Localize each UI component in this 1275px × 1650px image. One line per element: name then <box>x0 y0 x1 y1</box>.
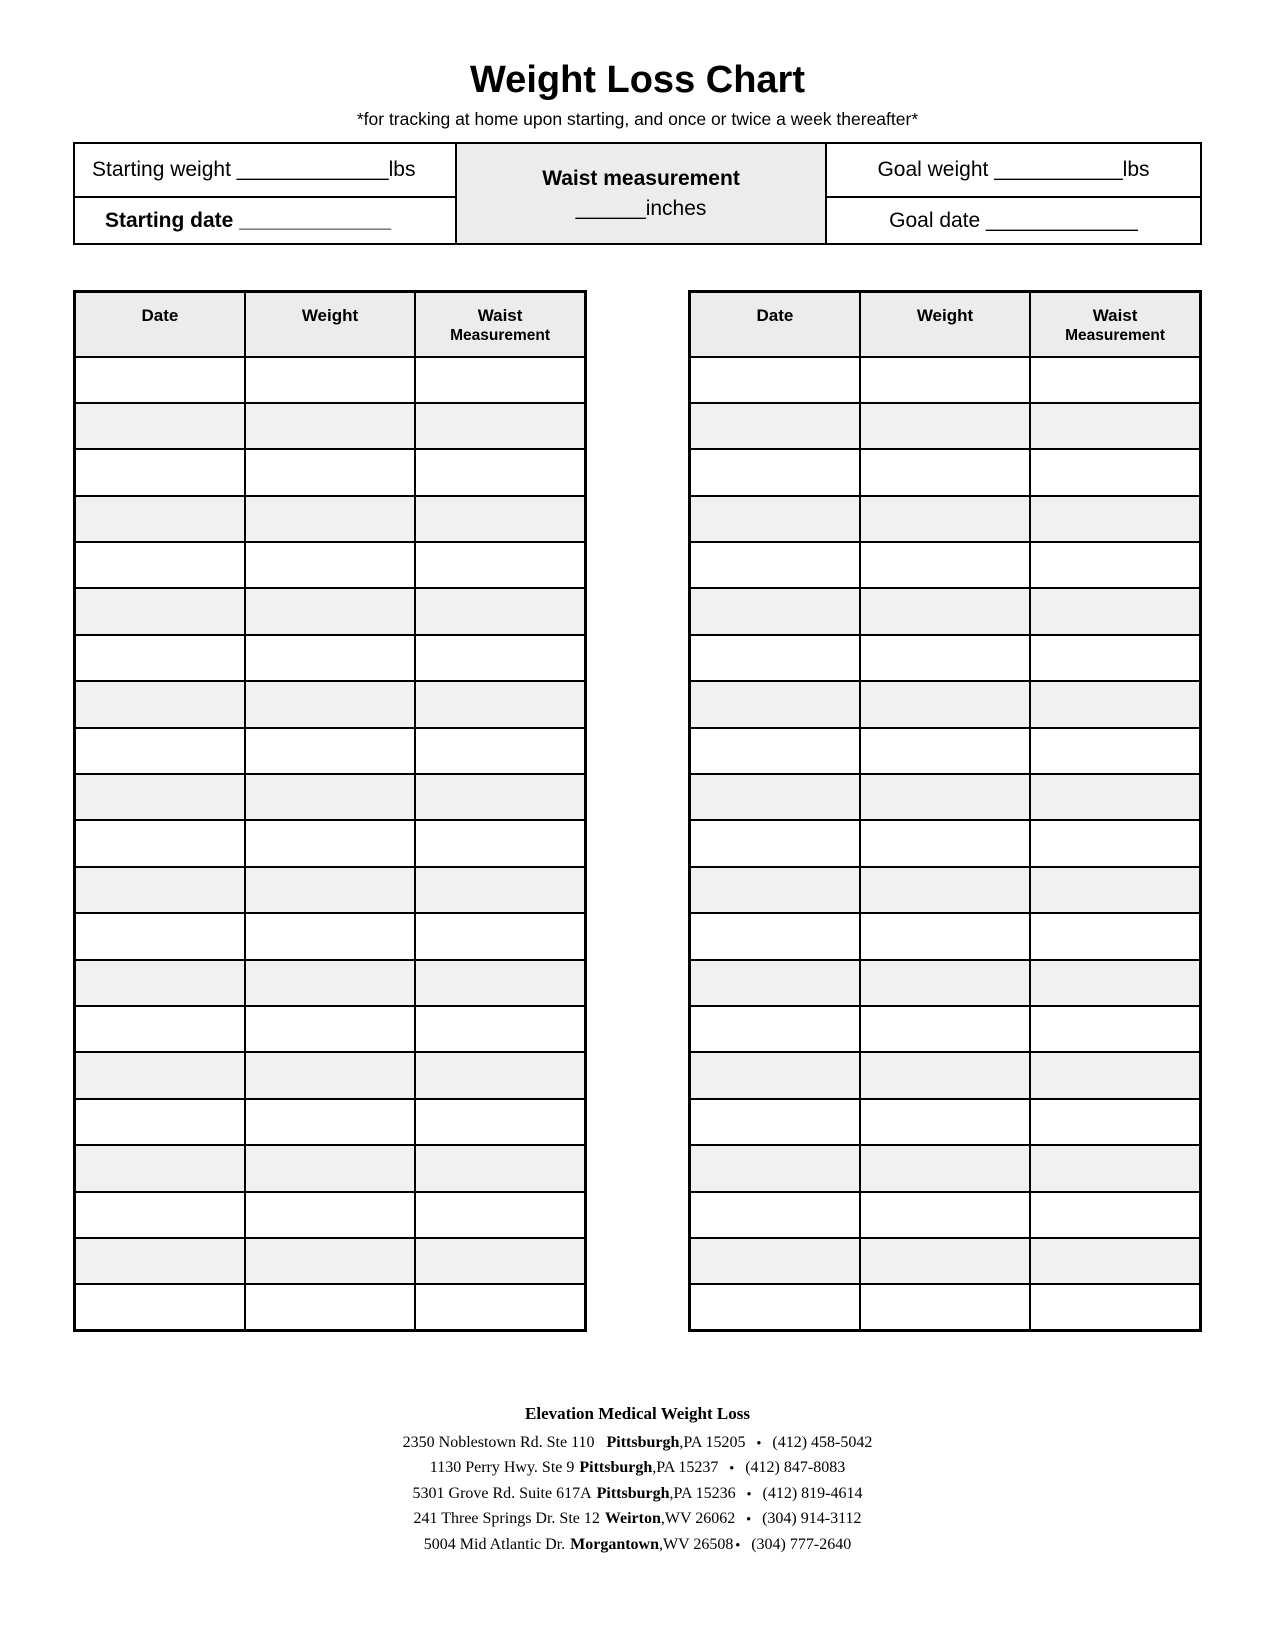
log-table-cell-weight <box>860 728 1030 774</box>
log-table-cell-weight <box>245 1284 415 1330</box>
summary-box <box>73 142 1202 245</box>
log-table-cell-weight <box>245 960 415 1006</box>
log-table-cell-waist <box>415 774 585 820</box>
log-table-cell-date <box>690 1145 860 1191</box>
log-table-cell-date <box>690 357 860 403</box>
location-city: Morgantown <box>570 1535 659 1553</box>
log-table-row <box>75 449 586 495</box>
location-phone: (304) 914-3112 <box>762 1510 862 1528</box>
bullet-separator-icon: ● <box>756 1438 762 1447</box>
starting-section <box>75 144 457 243</box>
log-table-cell-date <box>75 1006 245 1052</box>
log-table-cell-date <box>75 1145 245 1191</box>
starting-date-blank: _____________ <box>239 208 392 232</box>
location-line <box>0 1506 1275 1531</box>
log-table-cell-weight <box>245 588 415 634</box>
log-table-cell-waist <box>1030 1052 1200 1098</box>
location-phone: (412) 458-5042 <box>772 1434 873 1451</box>
goal-date-blank: _____________ <box>986 208 1138 232</box>
location-phone: (412) 819-4614 <box>762 1484 863 1502</box>
log-table-cell-waist <box>1030 635 1200 681</box>
log-table-cell-date <box>75 774 245 820</box>
log-table-cell-weight <box>245 635 415 681</box>
log-table-row <box>690 1238 1201 1284</box>
log-table-cell-weight <box>860 588 1030 634</box>
log-table-cell-weight <box>860 867 1030 913</box>
log-table-row <box>75 496 586 542</box>
log-table-row <box>75 867 586 913</box>
log-table-cell-waist <box>415 1192 585 1238</box>
log-table-cell-date <box>75 681 245 727</box>
log-table-row <box>690 1192 1201 1238</box>
log-table-cell-waist <box>1030 728 1200 774</box>
goal-weight-unit: lbs <box>1122 158 1150 181</box>
log-table-cell-date <box>75 496 245 542</box>
log-table-cell-waist <box>415 496 585 542</box>
log-table-cell-weight <box>860 449 1030 495</box>
log-table-cell-date <box>690 774 860 820</box>
log-table-cell-weight <box>245 403 415 449</box>
log-table-cell-date <box>75 960 245 1006</box>
log-table-row <box>75 1238 586 1284</box>
log-table-cell-weight <box>245 728 415 774</box>
log-table-cell-waist <box>415 1284 585 1330</box>
log-table-cell-weight <box>860 1052 1030 1098</box>
log-table-cell-date <box>690 960 860 1006</box>
location-line <box>0 1481 1275 1506</box>
log-table-cell-date <box>75 1238 245 1284</box>
location-line <box>0 1430 1275 1455</box>
log-table-cell-waist <box>415 1052 585 1098</box>
log-table-cell-waist <box>415 1145 585 1191</box>
log-table-row <box>75 357 586 403</box>
starting-date-row <box>75 198 455 243</box>
log-table-cell-weight <box>245 357 415 403</box>
log-table-row <box>75 774 586 820</box>
log-table-cell-date <box>75 728 245 774</box>
log-table-row <box>690 1145 1201 1191</box>
goal-date-row <box>827 198 1200 243</box>
log-table-cell-weight <box>245 1099 415 1145</box>
goal-section <box>827 144 1200 243</box>
goal-weight-blank: ___________ <box>994 158 1123 181</box>
log-table-row <box>75 913 586 959</box>
log-table-cell-weight <box>245 913 415 959</box>
starting-weight-row <box>75 144 455 198</box>
log-table-cell-weight <box>245 774 415 820</box>
location-region: ,WV 26062 <box>660 1510 736 1528</box>
log-table-cell-date <box>75 913 245 959</box>
location-region: ,WV 26508 <box>659 1535 734 1553</box>
bullet-separator-icon: ● <box>746 1514 752 1524</box>
location-phone: (304) 777-2640 <box>751 1535 852 1553</box>
log-table-row <box>690 1099 1201 1145</box>
log-table-row <box>690 357 1201 403</box>
log-table-cell-weight <box>860 820 1030 866</box>
log-table-cell-date <box>690 728 860 774</box>
log-table-cell-weight <box>245 820 415 866</box>
log-table-cell-date <box>690 1099 860 1145</box>
log-table-cell-date <box>75 403 245 449</box>
log-table-cell-waist <box>415 403 585 449</box>
log-table-cell-date <box>75 635 245 681</box>
column-header-waist <box>1030 292 1200 357</box>
location-address: 5301 Grove Rd. Suite 617A <box>412 1484 592 1502</box>
log-table-row <box>690 403 1201 449</box>
log-table-cell-weight <box>860 681 1030 727</box>
log-table-row <box>75 1192 586 1238</box>
log-table-cell-weight <box>245 1145 415 1191</box>
starting-weight-blank: _____________ <box>236 158 389 181</box>
log-table-cell-waist <box>1030 357 1200 403</box>
log-table-cell-date <box>75 1284 245 1330</box>
column-header-date <box>75 292 245 357</box>
log-table-cell-waist <box>1030 1099 1200 1145</box>
log-table-cell-weight <box>245 681 415 727</box>
log-table-cell-waist <box>1030 588 1200 634</box>
goal-date-label: Goal date <box>889 208 987 232</box>
log-table-cell-date <box>75 1192 245 1238</box>
starting-weight-label: Starting weight <box>92 158 237 181</box>
log-table-cell-waist <box>1030 820 1200 866</box>
log-table-row <box>690 1052 1201 1098</box>
log-table-row <box>75 588 586 634</box>
log-table-cell-weight <box>860 357 1030 403</box>
log-table-right <box>688 290 1202 1332</box>
log-table-row <box>75 1284 586 1330</box>
log-table-row <box>75 1006 586 1052</box>
log-table-cell-date <box>690 681 860 727</box>
log-table-row <box>690 1006 1201 1052</box>
log-table-row <box>75 403 586 449</box>
log-table-body <box>690 357 1201 1331</box>
log-table-header-row <box>690 292 1201 357</box>
log-table-cell-waist <box>415 1099 585 1145</box>
location-address: 5004 Mid Atlantic Dr. <box>423 1535 566 1553</box>
location-city: Pittsburgh <box>579 1459 653 1477</box>
log-table-cell-waist <box>1030 449 1200 495</box>
waist-measurement-label: Waist measurement <box>542 166 740 190</box>
log-table-cell-weight <box>245 1052 415 1098</box>
log-table-row <box>690 867 1201 913</box>
log-table-cell-waist <box>415 588 585 634</box>
log-table-cell-waist <box>415 635 585 681</box>
location-city: Weirton <box>604 1510 661 1528</box>
log-table-header-row <box>75 292 586 357</box>
log-table-cell-date <box>690 496 860 542</box>
location-region: ,PA 15205 <box>679 1434 746 1451</box>
location-city: Pittsburgh <box>606 1434 680 1451</box>
log-table-cell-waist <box>415 913 585 959</box>
log-table-row <box>690 960 1201 1006</box>
log-table-cell-waist <box>1030 1006 1200 1052</box>
log-table-cell-waist <box>415 449 585 495</box>
log-table-cell-waist <box>1030 960 1200 1006</box>
waist-measurement-unit: inches <box>645 196 707 220</box>
location-line <box>0 1532 1275 1557</box>
column-header-weight-label: Weight <box>301 306 359 325</box>
log-table-row <box>75 1099 586 1145</box>
log-table-cell-waist <box>415 867 585 913</box>
log-table-cell-weight <box>245 1238 415 1284</box>
location-phone: (412) 847-8083 <box>745 1459 846 1477</box>
log-table-cell-weight <box>860 1192 1030 1238</box>
goal-weight-row <box>827 144 1200 198</box>
log-table-left <box>73 290 587 1332</box>
log-table-cell-weight <box>245 449 415 495</box>
log-table-cell-waist <box>1030 1238 1200 1284</box>
log-table-cell-weight <box>245 867 415 913</box>
bullet-separator-icon: ● <box>746 1488 752 1498</box>
log-table-cell-weight <box>245 496 415 542</box>
column-header-date <box>690 292 860 357</box>
log-table-row <box>75 1145 586 1191</box>
log-table-row <box>690 542 1201 588</box>
log-table-cell-date <box>75 1099 245 1145</box>
log-table-row <box>75 542 586 588</box>
log-table-row <box>75 635 586 681</box>
log-table-cell-date <box>690 542 860 588</box>
column-header-waist-label: Waist <box>477 306 523 325</box>
column-header-waist-sublabel: Measurement <box>450 327 551 344</box>
log-table-cell-date <box>690 635 860 681</box>
clinic-footer <box>0 1403 1275 1557</box>
log-table-row <box>690 728 1201 774</box>
log-table-cell-waist <box>1030 1192 1200 1238</box>
log-table-cell-waist <box>415 728 585 774</box>
waist-measurement-section <box>457 144 827 243</box>
log-table-cell-date <box>690 1238 860 1284</box>
log-table-cell-waist <box>415 681 585 727</box>
column-header-weight-label: Weight <box>916 306 974 325</box>
location-address: 241 Three Springs Dr. Ste 12 <box>413 1510 600 1528</box>
log-table-cell-date <box>690 1052 860 1098</box>
log-table-cell-date <box>690 867 860 913</box>
location-city: Pittsburgh <box>596 1484 670 1502</box>
location-address: 2350 Noblestown Rd. Ste 110 <box>402 1434 595 1451</box>
log-table-cell-waist <box>415 820 585 866</box>
log-table-cell-weight <box>860 542 1030 588</box>
bullet-separator-icon: ● <box>729 1463 735 1473</box>
log-table-cell-waist <box>1030 403 1200 449</box>
log-table-row <box>690 681 1201 727</box>
log-table-cell-waist <box>1030 1145 1200 1191</box>
log-table-row <box>75 728 586 774</box>
log-table-cell-weight <box>860 1238 1030 1284</box>
log-table-cell-waist <box>1030 774 1200 820</box>
log-table-row <box>75 820 586 866</box>
log-table-cell-waist <box>1030 681 1200 727</box>
log-table-cell-date <box>75 820 245 866</box>
log-table-cell-waist <box>1030 867 1200 913</box>
log-table-row <box>690 1284 1201 1330</box>
log-table-cell-waist <box>415 357 585 403</box>
column-header-waist-label: Waist <box>1092 306 1138 325</box>
starting-weight-unit: lbs <box>388 158 416 181</box>
log-table-row <box>75 960 586 1006</box>
waist-measurement-row <box>576 194 707 224</box>
log-table-row <box>690 496 1201 542</box>
log-table-cell-weight <box>860 635 1030 681</box>
log-table-cell-date <box>75 542 245 588</box>
log-table-cell-date <box>690 1284 860 1330</box>
location-address: 1130 Perry Hwy. Ste 9 <box>429 1459 575 1477</box>
log-table-cell-weight <box>245 1192 415 1238</box>
clinic-locations <box>0 1430 1275 1557</box>
log-table-cell-waist <box>415 542 585 588</box>
log-table-cell-weight <box>860 1006 1030 1052</box>
log-table-cell-waist <box>415 1006 585 1052</box>
page-subtitle: *for tracking at home upon starting, and once or twice a week thereafter* <box>356 109 919 129</box>
log-table-cell-date <box>690 588 860 634</box>
log-table-cell-weight <box>860 1145 1030 1191</box>
location-line <box>0 1455 1275 1480</box>
log-table-row <box>690 635 1201 681</box>
log-table-cell-date <box>75 867 245 913</box>
log-table-cell-date <box>75 588 245 634</box>
column-header-date-label: Date <box>756 306 794 325</box>
log-table-cell-date <box>75 357 245 403</box>
log-table-row <box>690 449 1201 495</box>
log-table-cell-weight <box>860 913 1030 959</box>
log-table-cell-weight <box>860 1284 1030 1330</box>
log-table-cell-date <box>690 403 860 449</box>
log-table-row <box>690 588 1201 634</box>
log-table-row <box>690 774 1201 820</box>
log-table-cell-weight <box>245 542 415 588</box>
log-table-cell-waist <box>1030 913 1200 959</box>
log-table-cell-date <box>690 1192 860 1238</box>
log-table-row <box>75 1052 586 1098</box>
waist-measurement-blank: ______ <box>575 196 646 220</box>
column-header-weight <box>860 292 1030 357</box>
log-table-cell-weight <box>860 774 1030 820</box>
log-table-cell-weight <box>860 960 1030 1006</box>
location-region: ,PA 15236 <box>669 1484 736 1502</box>
column-header-date-label: Date <box>141 306 179 325</box>
column-header-waist <box>415 292 585 357</box>
log-table-cell-waist <box>1030 1284 1200 1330</box>
log-table-cell-weight <box>860 1099 1030 1145</box>
log-table-row <box>75 681 586 727</box>
log-table-body <box>75 357 586 1331</box>
log-table-cell-waist <box>1030 496 1200 542</box>
column-header-waist-sublabel: Measurement <box>1065 327 1166 344</box>
log-table-cell-date <box>75 449 245 495</box>
starting-date-label: Starting date <box>105 208 240 232</box>
log-table-cell-date <box>690 449 860 495</box>
column-header-weight <box>245 292 415 357</box>
log-table-cell-waist <box>415 1238 585 1284</box>
log-table-cell-waist <box>415 960 585 1006</box>
log-table-row <box>690 820 1201 866</box>
clinic-name: Elevation Medical Weight Loss <box>525 1404 750 1423</box>
log-table-cell-weight <box>245 1006 415 1052</box>
goal-weight-label: Goal weight <box>877 158 995 181</box>
bullet-separator-icon: ● <box>735 1539 741 1549</box>
log-table-cell-weight <box>860 496 1030 542</box>
log-table-cell-date <box>690 913 860 959</box>
log-table-cell-date <box>690 820 860 866</box>
page-title: Weight Loss Chart <box>470 59 805 101</box>
location-region: ,PA 15237 <box>652 1459 719 1477</box>
log-table-cell-waist <box>1030 542 1200 588</box>
log-table-cell-date <box>690 1006 860 1052</box>
log-table-cell-weight <box>860 403 1030 449</box>
log-tables <box>73 290 1202 1332</box>
log-table-cell-date <box>75 1052 245 1098</box>
log-table-row <box>690 913 1201 959</box>
